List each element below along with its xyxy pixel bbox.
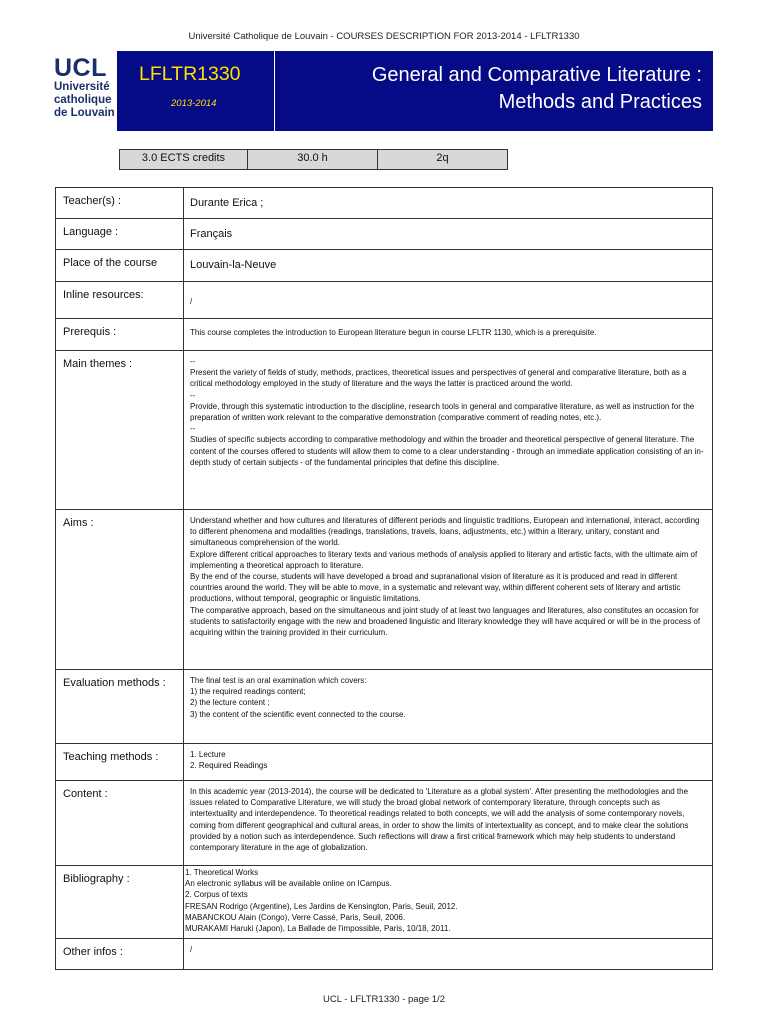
aims-line: The comparative approach, based on the simultaneous and joint study of at least two languages and literatures, also constitutes an occasion for students to satisfactorily engage with the new and broadened linguistic and literary knowledge they will have acquired or will be in the process of acquiring within the training provided in their curriculum. (190, 605, 701, 638)
quadrimester: 2q (436, 152, 449, 164)
evaluation-line: 3) the content of the scientific event connected to the course. (190, 709, 406, 719)
main-themes-line: Provide, through this systematic introduction to the discipline, research tools in general and comparative literature, as well as instruction for the preparation of written work relevant to the comparative demonstration (comparative comment of reading notes, etc.). (190, 401, 695, 423)
main-themes-value (184, 351, 713, 510)
bibliography-line: FRESAN Rodrigo (Argentine), Les Jardins de Kensington, Paris, Seuil, 2012. (185, 901, 458, 911)
main-themes-line: -- (190, 390, 196, 400)
teaching-methods-value (184, 744, 713, 781)
main-themes-line: Present the variety of fields of study, methods, practices, theoretical issues and perspectives of general and comparative literature, both as a critical methodology employed in the study of literature and the ways the latter is practiced around the world. (190, 368, 687, 389)
aims-line: By the end of the course, students will have developed a broad and supranational vision of literature as it is produced and read in different countries around the world. They will be able to move, in a systematic and relevant way, within different coherent sets of literary and artistic productions, without temporal, geographic or linguistic limitations. (190, 572, 681, 604)
main-themes-row (56, 351, 713, 510)
content-value: In this academic year (2013-2014), the course will be dedicated to 'Literature as a global system'. After presenting the methodologies and the issues related to Comparative Literature, we will study the broad global network of contemporary literature, through concepts such as intertextuality and interdependence. To theoretical readings related to both concepts, we will add the analysis of some contemporary novels, coming from different geographical and cultural areas, in order to show the limits of intertextuality as concept, and to make clear the solutions provided by a notion such as interdependence. Such reflections will draw a first critical framework which may help students to understand contemporary literature in the age of globalization. (184, 781, 713, 866)
document-header-caption: Université Catholique de Louvain - COURSES DESCRIPTION FOR 2013-2014 - LFLTR1330 (188, 31, 580, 42)
logo-acronym: UCL (54, 54, 107, 82)
course-title-line-2: Methods and Practices (498, 91, 702, 113)
ucl-logo (54, 55, 116, 120)
bibliography-line: MABANCKOU Alain (Congo), Verre Cassé, Paris, Seuil, 2006. (185, 912, 406, 922)
inline-resources-label: Inline resources: (56, 282, 184, 319)
logo-line-2: catholique (54, 94, 112, 106)
evaluation-label: Evaluation methods : (56, 670, 184, 744)
page-footer: UCL - LFLTR1330 - page 1/2 (323, 994, 445, 1005)
evaluation-value (184, 670, 713, 744)
course-year: 2013-2014 (171, 98, 217, 109)
evaluation-line: 2) the lecture content ; (190, 698, 270, 708)
inline-resources-value: / (184, 282, 713, 319)
aims-line: Understand whether and how cultures and literatures of different periods and linguistic traditions, European and international, interact, according to different phenomena and modalities (readings, translations, travels, loans, adjustments, etc.) within a literary, unitary, constant and simultaneous comprehension of the world. (190, 516, 700, 548)
content-label: Content : (56, 781, 184, 866)
inline-resources-row (56, 282, 713, 319)
prerequis-value: This course completes the introduction to European literature begun in course LFLTR 1130, which is a prerequisite. (184, 319, 713, 351)
bibliography-row (56, 866, 713, 939)
bibliography-line: MURAKAMI Haruki (Japon), La Ballade de l'impossible, Paris, 10/18, 2011. (185, 924, 451, 934)
course-title (277, 62, 702, 116)
other-infos-value: / (184, 939, 713, 970)
other-infos-label: Other infos : (56, 939, 184, 970)
prerequis-row (56, 319, 713, 351)
bibliography-value (184, 866, 713, 939)
teaching-methods-label: Teaching methods : (56, 744, 184, 781)
aims-value (184, 510, 713, 670)
aims-label: Aims : (56, 510, 184, 670)
teaching-methods-row (56, 744, 713, 781)
course-banner (117, 51, 713, 131)
teacher-value: Durante Erica ; (184, 188, 713, 219)
evaluation-row (56, 670, 713, 744)
language-value: Français (184, 219, 713, 250)
evaluation-line: The final test is an oral examination which covers: (190, 676, 367, 685)
teacher-row (56, 188, 713, 219)
bibliography-line: 2. Corpus of texts (185, 890, 248, 900)
place-row (56, 250, 713, 282)
bibliography-label: Bibliography : (56, 866, 184, 939)
course-info-table (55, 187, 713, 970)
logo-line-3: de Louvain (54, 107, 115, 119)
teacher-label: Teacher(s) : (56, 188, 184, 219)
aims-line: Explore different critical approaches to literary texts and various methods of analysis applied to literary and artistic facts, with the ultimate aim of implementing a theoretical approach to literature. (190, 549, 698, 570)
place-label: Place of the course (56, 250, 184, 282)
prerequis-label: Prerequis : (56, 319, 184, 351)
main-themes-label: Main themes : (56, 351, 184, 510)
ects-credits: 3.0 ECTS credits (120, 150, 248, 169)
course-title-line-1: General and Comparative Literature : (371, 64, 702, 86)
main-themes-line: Studies of specific subjects according to comparative methodology and within the broader and theoretical perspective of general literature. The content of the courses offered to students will allow them to come to a clear understanding - through an immediate application consisting of an in-depth study of certain subjects - of the fundamental principles that define this discipline. (190, 435, 704, 467)
course-code: LFLTR1330 (139, 63, 241, 85)
banner-divider (274, 51, 275, 131)
evaluation-line: 1) the required readings content; (190, 687, 306, 697)
language-label: Language : (56, 219, 184, 250)
main-themes-line: -- (190, 424, 196, 434)
teaching-methods-line: 2. Required Readings (190, 761, 268, 771)
aims-row (56, 510, 713, 670)
teaching-methods-line: 1. Lecture (190, 750, 226, 759)
other-infos-row (56, 939, 713, 970)
credits-bar (119, 149, 508, 170)
bibliography-line: 1. Theoretical Works (185, 868, 259, 877)
main-themes-line: -- (190, 357, 196, 366)
language-row (56, 219, 713, 250)
place-value: Louvain-la-Neuve (184, 250, 713, 282)
content-row (56, 781, 713, 866)
logo-line-1: Université (54, 81, 110, 93)
course-hours: 30.0 h (248, 150, 378, 169)
bibliography-line: An electronic syllabus will be available online on ICampus. (185, 879, 392, 889)
